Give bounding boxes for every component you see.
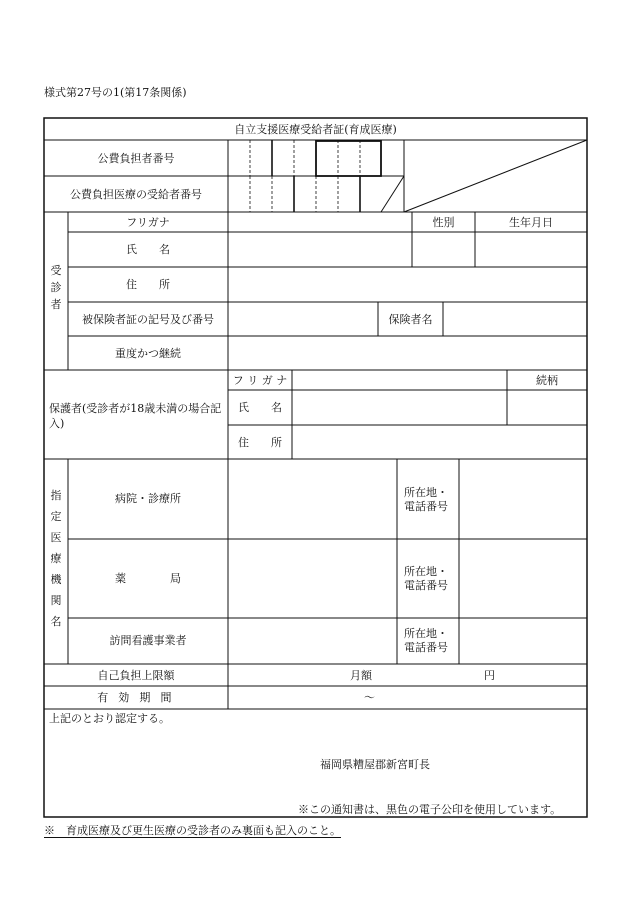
furigana-label: フリガナ (126, 216, 170, 229)
severe-continuous-label: 重度かつ継続 (115, 347, 181, 360)
recipient-number-label: 公費負担医療の受給者番号 (70, 188, 202, 201)
payer-number-label: 公費負担者番号 (97, 152, 175, 165)
pharmacy-label: 薬 局 (115, 572, 181, 585)
designated-institution-label: 指定医療機関名 (50, 489, 62, 628)
yen-label: 円 (484, 669, 495, 682)
guardian-name-label: 氏 名 (238, 401, 282, 414)
validity-label: 有 効 期 間 (97, 691, 175, 704)
name-label: 氏 名 (126, 243, 170, 256)
address-label: 住 所 (126, 278, 170, 291)
patient-label: 受診者 (50, 264, 62, 311)
copay-limit-label: 自己負担上限額 (97, 669, 175, 682)
guardian-label: 保護者(受診者が18歳未満の場合記入) (49, 402, 222, 430)
hospital-location-label: 所在地・電話番号 (404, 486, 448, 513)
pharmacy-location-label: 所在地・電話番号 (404, 565, 448, 592)
validity-tilde: ～ (364, 691, 375, 704)
certificate-title: 自立支援医療受給者証(育成医療) (234, 123, 397, 136)
seal-note: ※この通知書は、黒色の電子公印を使用しています。 (298, 803, 562, 816)
insurance-number-label: 被保険者証の記号及び番号 (82, 313, 214, 326)
nursing-label: 訪問看護事業者 (109, 634, 187, 647)
hospital-label: 病院・診療所 (115, 492, 181, 505)
form-number: 様式第27号の1(第17条関係) (44, 86, 187, 99)
guardian-furigana-label: フ リ ガ ナ (232, 374, 288, 387)
birthdate-label: 生年月日 (509, 216, 553, 229)
guardian-address-label: 住 所 (238, 436, 282, 449)
nursing-location-label: 所在地・電話番号 (404, 627, 448, 654)
sex-label: 性別 (432, 216, 455, 229)
monthly-label: 月額 (350, 669, 372, 682)
relation-label: 続柄 (536, 374, 558, 387)
insurer-name-label: 保険者名 (388, 313, 433, 326)
footnote: ※ 育成医療及び更生医療の受診者のみ裏面も記入のこと。 (44, 824, 341, 837)
certification-text: 上記のとおり認定する。 (49, 712, 170, 725)
issuer-name: 福岡県糟屋郡新宮町長 (320, 758, 430, 771)
